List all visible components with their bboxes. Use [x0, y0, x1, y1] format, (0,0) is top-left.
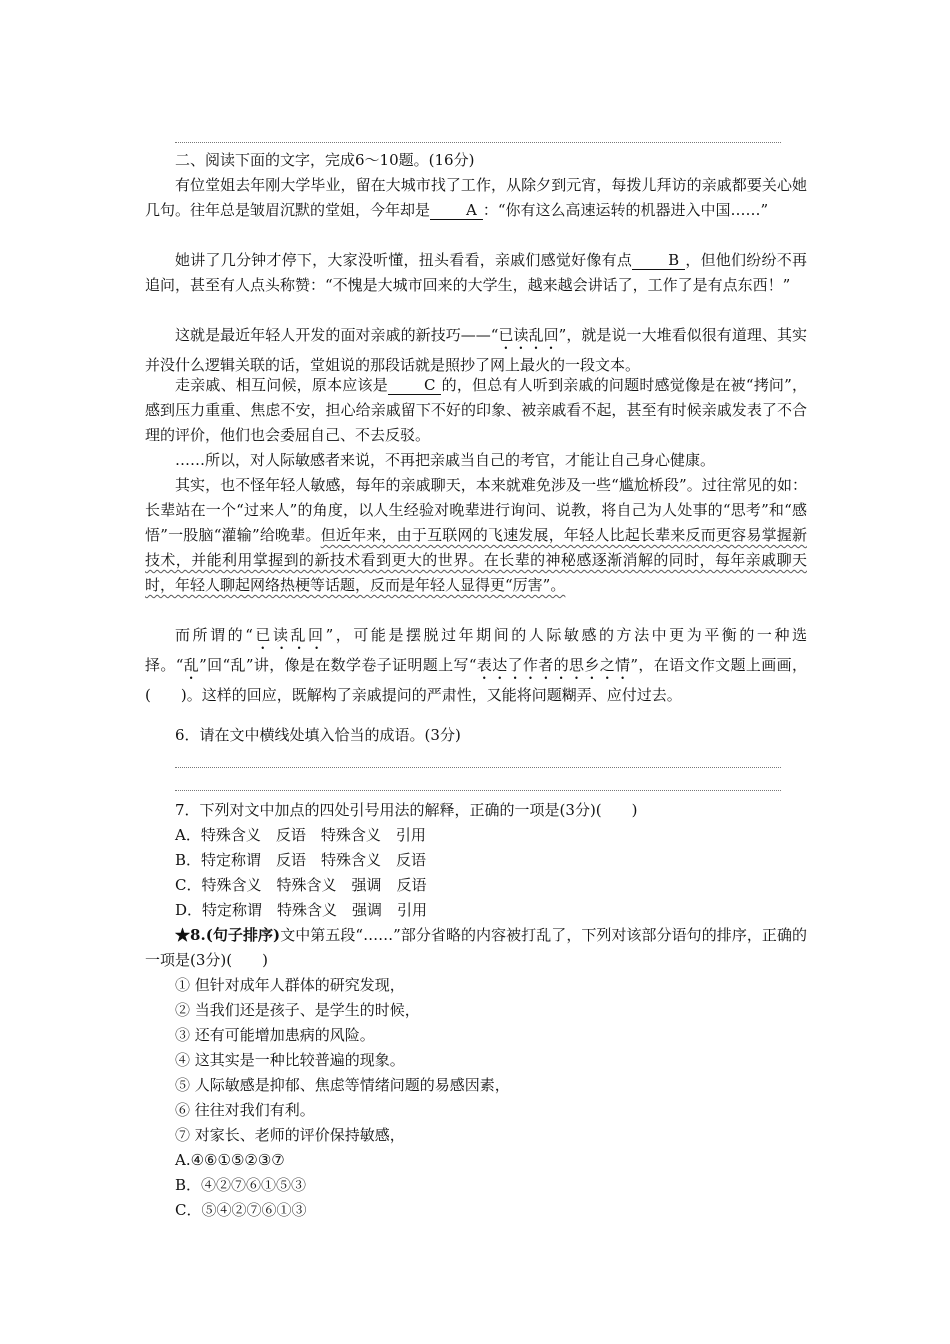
p2-text-a: 她讲了几分钟才停下，大家没听懂，扭头看看，亲戚们感觉好像有点: [175, 251, 633, 269]
p2-text-b: ，但他们纷纷不再追问，甚至有人点头称赞：“不愧是大城市回来的大学生，越来越会讲话了，工作了是有点东西！”: [145, 251, 807, 294]
p4-text-b: 的，但总有人听到亲戚的问题时感觉像是在被“拷问”，感到压力重重、焦虑不安，担心给亲戚留下不好的印象、被亲戚看不起，甚至有时候亲戚发表了不合理的评价，他们也会委屈自己、不去反驳。: [145, 376, 807, 444]
q8-sentence-2: ② 当我们还是孩子、是学生的时候，: [175, 1001, 420, 1019]
p7-text-c: 回: [206, 656, 223, 674]
blank-c: C: [388, 376, 441, 395]
p7-text-b: ，可能是摆脱过年期间的人际敏感的方法中更为平衡的一种选择。: [145, 626, 807, 674]
passage-paragraph-6: [145, 473, 807, 598]
q7-option-a[interactable]: A．特殊含义 反语 特殊含义 引用: [175, 826, 426, 844]
question-7-stem: 7．下列对文中加点的四处引号用法的解释，正确的一项是(3分)( ): [175, 801, 638, 819]
quote-mark-3b: “乱”: [222, 656, 254, 674]
p7-text-d: 讲，像是在数学卷子证明题上写: [253, 656, 469, 674]
q8-option-b[interactable]: B．④②⑦⑥①⑤③: [175, 1176, 307, 1194]
p3-text-a: 这就是最近年轻人开发的面对亲戚的新技巧——: [175, 326, 491, 344]
p6-wavy-sentence: 但近年来，由于互联网的飞速发展，年轻人比起长辈来反而更容易掌握新技术，并能利用掌握到的新技术看到更大的世界。在长辈的神秘感逐渐消解的同时，每年亲戚聊天时，年轻人聊起网络热梗等话题，反而是年轻人显得更“厉害”。: [145, 526, 807, 594]
question-8-stem: [145, 923, 807, 973]
passage-paragraph-7: [145, 623, 807, 708]
q8-option-a[interactable]: A.④⑥①⑤②③⑦: [175, 1151, 285, 1169]
q8-sentence-4: ④ 这其实是一种比较普遍的现象。: [175, 1051, 405, 1069]
passage-paragraph-3: [145, 323, 807, 378]
top-divider: [175, 142, 781, 143]
q8-sentence-1: ① 但针对成年人群体的研究发现，: [175, 976, 405, 994]
section-title: 二、阅读下面的文字，完成6～10题。(16分): [175, 151, 475, 169]
passage-paragraph-1: [145, 173, 807, 223]
p6-text-a: 其实，也不怪年轻人敏感，每年的亲戚聊天，本来就难免涉及一些“尴尬桥段”。过往常见的如：长辈站在一个“过来人”的角度，以人生经验对晚辈进行询问、说教，将自己为人处事的“思考”和“感悟”一股脑“灌输”给晚辈。: [145, 476, 807, 544]
q8-tag: (句子排序): [205, 926, 281, 944]
q7-option-c[interactable]: C．特殊含义 特殊含义 强调 反语: [175, 876, 427, 894]
answer-line-2: [175, 790, 781, 791]
quote-mark-2: “已读乱回”: [245, 626, 334, 644]
q7-option-d[interactable]: D．特定称谓 特殊含义 强调 引用: [175, 901, 428, 919]
q7-option-b[interactable]: B．特定称谓 反语 特殊含义 反语: [175, 851, 427, 869]
blank-b: B: [632, 251, 685, 270]
blank-a: A: [430, 201, 483, 220]
p3-text-b: ，就是说一大堆看似很有道理、其实并没什么逻辑关联的话，堂姐说的那段话就是照抄了网上最火的一段文本。: [145, 326, 807, 374]
q8-sentence-6: ⑥ 往往对我们有利。: [175, 1101, 315, 1119]
passage-paragraph-4: [145, 373, 807, 448]
p1-text-b: ：“你有这么高速运转的机器进入中国……”: [482, 201, 769, 219]
p7-text-e: ，在语文作文题上画画，( )。这样的回应，既解构了亲戚提问的严肃性，又能将问题糊弄、应付过去。: [145, 656, 807, 704]
q8-sentence-3: ③ 还有可能增加患病的风险。: [175, 1026, 375, 1044]
q8-sentence-5: ⑤ 人际敏感是抑郁、焦虑等情绪问题的易感因素，: [175, 1076, 510, 1094]
q8-stem-text: 文中第五段“……”部分省略的内容被打乱了，下列对该部分语句的排序，正确的一项是(3分)( ): [145, 926, 808, 969]
answer-line-1: [175, 767, 781, 768]
star-icon: ★8.: [175, 926, 206, 944]
p4-text-a: 走亲戚、相互问候，原本应该是: [175, 376, 388, 394]
q8-sentence-7: ⑦ 对家长、老师的评价保持敏感，: [175, 1126, 405, 1144]
passage-paragraph-5: ……所以，对人际敏感者来说，不再把亲戚当自己的考官，才能让自己身心健康。: [175, 451, 716, 469]
p7-text-a: 而所谓的: [175, 626, 246, 644]
quote-mark-4: “表达了作者的思乡之情”: [468, 656, 639, 674]
quote-mark-1: “已读乱回”: [490, 326, 567, 344]
question-6: 6．请在文中横线处填入恰当的成语。(3分): [175, 726, 461, 744]
q8-option-c[interactable]: C．⑤④②⑦⑥①③: [175, 1201, 307, 1219]
p1-text-a: 有位堂姐去年刚大学毕业，留在大城市找了工作，从除夕到元宵，每拨儿拜访的亲戚都要关心她几句。往年总是皱眉沉默的堂姐，今年却是: [145, 176, 807, 219]
quote-mark-3: “乱”: [175, 656, 207, 674]
passage-paragraph-2: [145, 248, 807, 298]
